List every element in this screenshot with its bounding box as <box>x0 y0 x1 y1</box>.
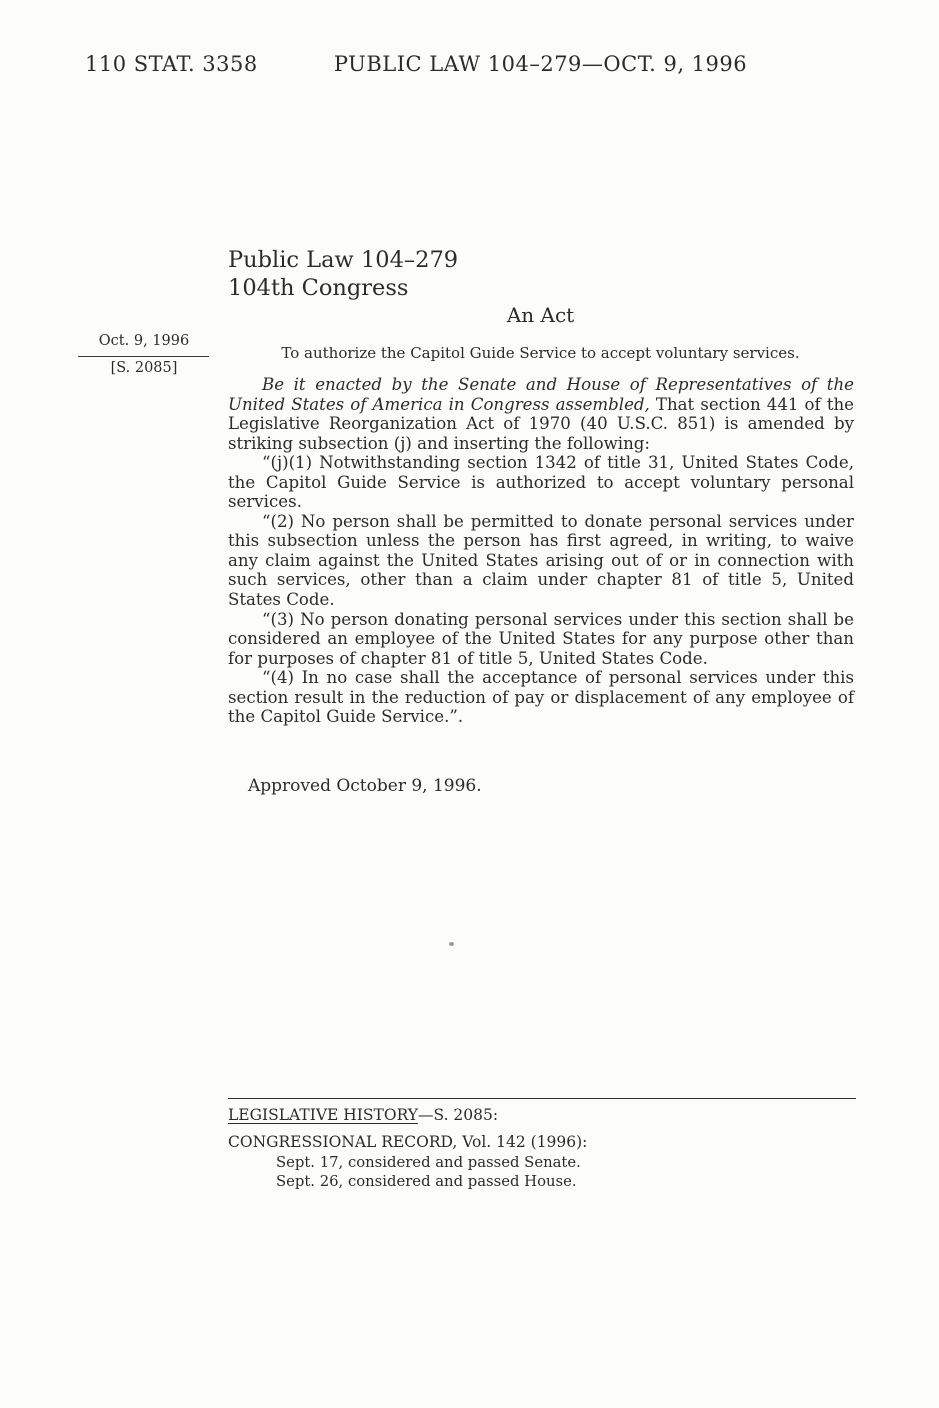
legislative-history-heading <box>228 1106 856 1124</box>
act-purpose: To authorize the Capitol Guide Service to accept voluntary services. <box>281 344 800 362</box>
margin-note-date: Oct. 9, 1996 <box>98 333 190 349</box>
subsection-3: “(3) No person donating personal services under this section shall be considered an employee of the United States for any purpose other than for purposes of chapter 81 of title 5, United States Code. <box>228 609 854 668</box>
law-number: Public Law 104–279 <box>228 247 459 273</box>
law-title-block <box>228 246 853 302</box>
enacting-clause <box>228 375 854 453</box>
approval-line: Approved October 9, 1996. <box>248 776 482 796</box>
legislative-history-heading-underlined: LEGISLATIVE HISTORY <box>228 1106 418 1124</box>
subsection-4: “(4) In no case shall the acceptance of personal services under this section result in the reduction of pay or displacement of any employee of the Capitol Guide Service.”. <box>228 668 854 727</box>
legislative-history-entries <box>276 1153 856 1191</box>
margin-note-divider <box>78 356 209 357</box>
legislative-history-entry: Sept. 26, considered and passed House. <box>276 1173 577 1190</box>
statute-page-number: 110 STAT. 3358 <box>85 52 258 76</box>
an-act-heading: An Act <box>506 303 575 327</box>
legislative-history-divider <box>228 1098 856 1099</box>
legislative-history-heading-suffix: —S. 2085: <box>418 1106 499 1124</box>
congressional-record-line: CONGRESSIONAL RECORD, Vol. 142 (1996): <box>228 1133 588 1151</box>
enacting-clause-rest: That section 441 of the Legislative Reorganization Act of 1970 (40 U.S.C. 851) is amended by striking subsection (j) and inserting the following: <box>228 394 854 453</box>
margin-note-bill-number: [S. 2085] <box>110 360 178 376</box>
legislative-history-entry: Sept. 17, considered and passed Senate. <box>276 1154 581 1171</box>
subsection-2: “(2) No person shall be permitted to donate personal services under this subsection unless the person has first agreed, in writing, to waive any claim against the United States arising out of or in connection with such services, other than a claim under chapter 81 of title 5, United States Code. <box>228 511 854 610</box>
running-head-law-title: PUBLIC LAW 104–279—OCT. 9, 1996 <box>333 52 748 76</box>
congress-number: 104th Congress <box>228 275 409 301</box>
law-body <box>228 375 854 727</box>
enacting-clause-italic: Be it enacted by the Senate and House of Representatives of the United States of America in Congress assembled, <box>228 375 854 414</box>
subsection-j1: “(j)(1) Notwithstanding section 1342 of title 31, United States Code, the Capitol Guide Service is authorized to accept voluntary personal services. <box>228 453 854 512</box>
scan-artifact-dot <box>449 942 454 946</box>
